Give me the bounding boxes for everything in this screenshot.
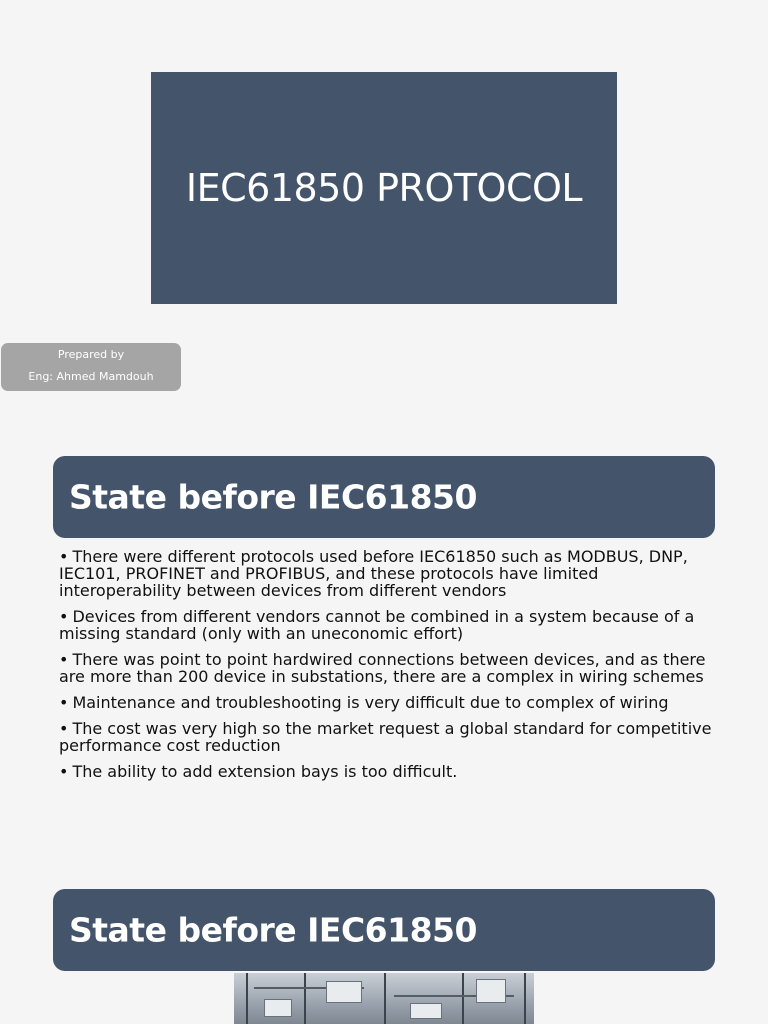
title-banner <box>151 72 617 304</box>
bullet-dot: • <box>59 607 69 626</box>
photo-rack-post <box>304 973 306 1024</box>
photo-rack-post <box>524 973 526 1024</box>
section-header-state-before-1 <box>53 456 715 538</box>
photo-device <box>476 979 506 1003</box>
section-title: State before IEC61850 <box>69 477 477 517</box>
photo-device <box>410 1003 442 1019</box>
bullet-dot: • <box>59 693 69 712</box>
author-box <box>1 343 181 391</box>
list-item <box>59 694 719 711</box>
photo-rack-post <box>384 973 386 1024</box>
bullet-text: Devices from different vendors cannot be combined in a system because of a missing standard (only with an uneconomic effort) <box>59 607 695 643</box>
photo-rack-post <box>462 973 464 1024</box>
section-title: State before IEC61850 <box>69 910 477 950</box>
bullet-text: The ability to add extension bays is too difficult. <box>72 762 458 781</box>
bullet-text: Maintenance and troubleshooting is very difficult due to complex of wiring <box>72 693 669 712</box>
bullet-dot: • <box>59 762 69 781</box>
bullet-text: There were different protocols used before IEC61850 such as MODBUS, DNP, IEC101, PROFINET and PROFIBUS, and these protocols have limited interoperability between devices from different vendors <box>59 547 688 600</box>
bullet-list <box>59 548 719 789</box>
document-title: IEC61850 PROTOCOL <box>185 166 583 210</box>
prepared-by-label: Prepared by <box>57 348 125 361</box>
bullet-dot: • <box>59 547 69 566</box>
bullet-dot: • <box>59 650 69 669</box>
list-item <box>59 763 719 780</box>
bullet-text: There was point to point hardwired connections between devices, and as there are more than 200 device in substations, there are a complex in wiring schemes <box>59 650 706 686</box>
list-item <box>59 548 719 599</box>
author-name: Eng: Ahmed Mamdouh <box>28 370 154 383</box>
section-header-state-before-2 <box>53 889 715 971</box>
list-item <box>59 608 719 642</box>
list-item <box>59 651 719 685</box>
photo-rack-post <box>246 973 248 1024</box>
bullet-dot: • <box>59 719 69 738</box>
substation-wiring-photo <box>234 973 534 1024</box>
list-item <box>59 720 719 754</box>
photo-device <box>264 999 292 1017</box>
photo-device <box>326 981 362 1003</box>
bullet-text: The cost was very high so the market request a global standard for competitive performance cost reduction <box>59 719 712 755</box>
